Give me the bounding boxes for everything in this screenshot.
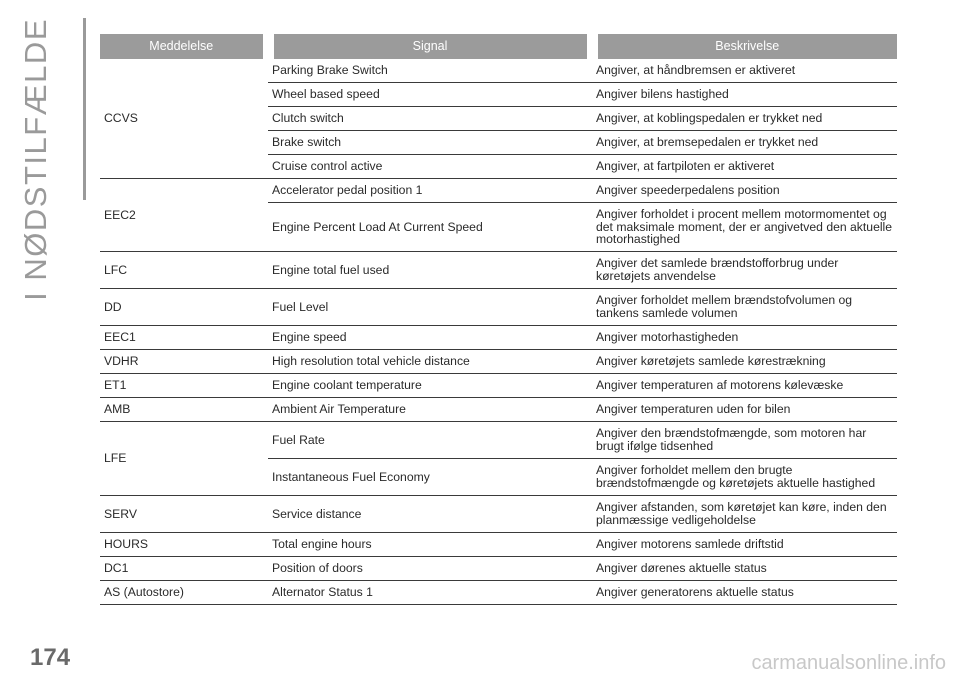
- table-row: [100, 557, 897, 581]
- cell-message: LFC: [100, 252, 268, 289]
- cell-signal: Wheel based speed: [268, 83, 592, 107]
- table-row: [100, 179, 897, 203]
- cell-description: Angiver køretøjets samlede kørestrækning: [592, 350, 897, 374]
- cell-signal: Parking Brake Switch: [268, 59, 592, 83]
- cell-signal: Fuel Rate: [268, 422, 592, 459]
- signal-table: [100, 34, 897, 605]
- cell-message: DD: [100, 289, 268, 326]
- table-row: [100, 422, 897, 459]
- cell-message: AMB: [100, 398, 268, 422]
- cell-description: Angiver, at håndbremsen er aktiveret: [592, 59, 897, 83]
- cell-message: ET1: [100, 374, 268, 398]
- table-row: [100, 398, 897, 422]
- cell-description: Angiver, at fartpiloten er aktiveret: [592, 155, 897, 179]
- cell-signal: Engine total fuel used: [268, 252, 592, 289]
- table-row: [100, 252, 897, 289]
- table-row: [100, 326, 897, 350]
- page-number: 174: [30, 644, 71, 671]
- cell-description: Angiver forholdet i procent mellem motormomentet og det maksimale moment, der er angivetved den aktuelle motorhastighed: [592, 203, 897, 252]
- cell-signal: Instantaneous Fuel Economy: [268, 459, 592, 496]
- cell-description: Angiver forholdet mellem brændstofvolumen og tankens samlede volumen: [592, 289, 897, 326]
- table-header-row: [100, 34, 897, 59]
- cell-message: EEC2: [100, 179, 268, 252]
- cell-signal: Accelerator pedal position 1: [268, 179, 592, 203]
- cell-signal: Ambient Air Temperature: [268, 398, 592, 422]
- cell-message: AS (Autostore): [100, 581, 268, 605]
- cell-description: Angiver generatorens aktuelle status: [592, 581, 897, 605]
- cell-signal: Cruise control active: [268, 155, 592, 179]
- table-body: [100, 59, 897, 605]
- cell-description: Angiver temperaturen af motorens kølevæske: [592, 374, 897, 398]
- footer-watermark: carmanualsonline.info: [751, 652, 946, 674]
- cell-message: CCVS: [100, 59, 268, 179]
- section-title-vertical: [10, 18, 62, 608]
- cell-description: Angiver det samlede brændstofforbrug under køretøjets anvendelse: [592, 252, 897, 289]
- cell-description: Angiver motorhastigheden: [592, 326, 897, 350]
- cell-message: SERV: [100, 496, 268, 533]
- table-row: [100, 374, 897, 398]
- cell-signal: Clutch switch: [268, 107, 592, 131]
- table-row: [100, 496, 897, 533]
- cell-description: Angiver, at koblingspedalen er trykket ned: [592, 107, 897, 131]
- header-message: Meddelelse: [100, 34, 268, 59]
- cell-description: Angiver forholdet mellem den brugte brændstofmængde og køretøjets aktuelle hastighed: [592, 459, 897, 496]
- table-row: [100, 350, 897, 374]
- cell-signal: High resolution total vehicle distance: [268, 350, 592, 374]
- cell-message: LFE: [100, 422, 268, 496]
- cell-signal: Alternator Status 1: [268, 581, 592, 605]
- section-rule: [83, 18, 86, 200]
- cell-description: Angiver motorens samlede driftstid: [592, 533, 897, 557]
- cell-description: Angiver temperaturen uden for bilen: [592, 398, 897, 422]
- cell-signal: Position of doors: [268, 557, 592, 581]
- cell-signal: Service distance: [268, 496, 592, 533]
- cell-description: Angiver speederpedalens position: [592, 179, 897, 203]
- cell-signal: Brake switch: [268, 131, 592, 155]
- cell-description: Angiver dørenes aktuelle status: [592, 557, 897, 581]
- cell-message: HOURS: [100, 533, 268, 557]
- cell-description: Angiver afstanden, som køretøjet kan køre, inden den planmæssige vedligeholdelse: [592, 496, 897, 533]
- cell-description: Angiver den brændstofmængde, som motoren har brugt ifølge tidsenhed: [592, 422, 897, 459]
- cell-message: EEC1: [100, 326, 268, 350]
- table-row: [100, 59, 897, 83]
- header-signal: Signal: [268, 34, 592, 59]
- cell-signal: Total engine hours: [268, 533, 592, 557]
- cell-signal: Engine coolant temperature: [268, 374, 592, 398]
- cell-message: VDHR: [100, 350, 268, 374]
- table-row: [100, 581, 897, 605]
- cell-signal: Fuel Level: [268, 289, 592, 326]
- cell-signal: Engine Percent Load At Current Speed: [268, 203, 592, 252]
- section-title-text: I NØDSTILFÆLDE: [18, 18, 53, 301]
- cell-description: Angiver bilens hastighed: [592, 83, 897, 107]
- header-description: Beskrivelse: [592, 34, 897, 59]
- cell-description: Angiver, at bremsepedalen er trykket ned: [592, 131, 897, 155]
- table-row: [100, 533, 897, 557]
- cell-signal: Engine speed: [268, 326, 592, 350]
- table-row: [100, 289, 897, 326]
- cell-message: DC1: [100, 557, 268, 581]
